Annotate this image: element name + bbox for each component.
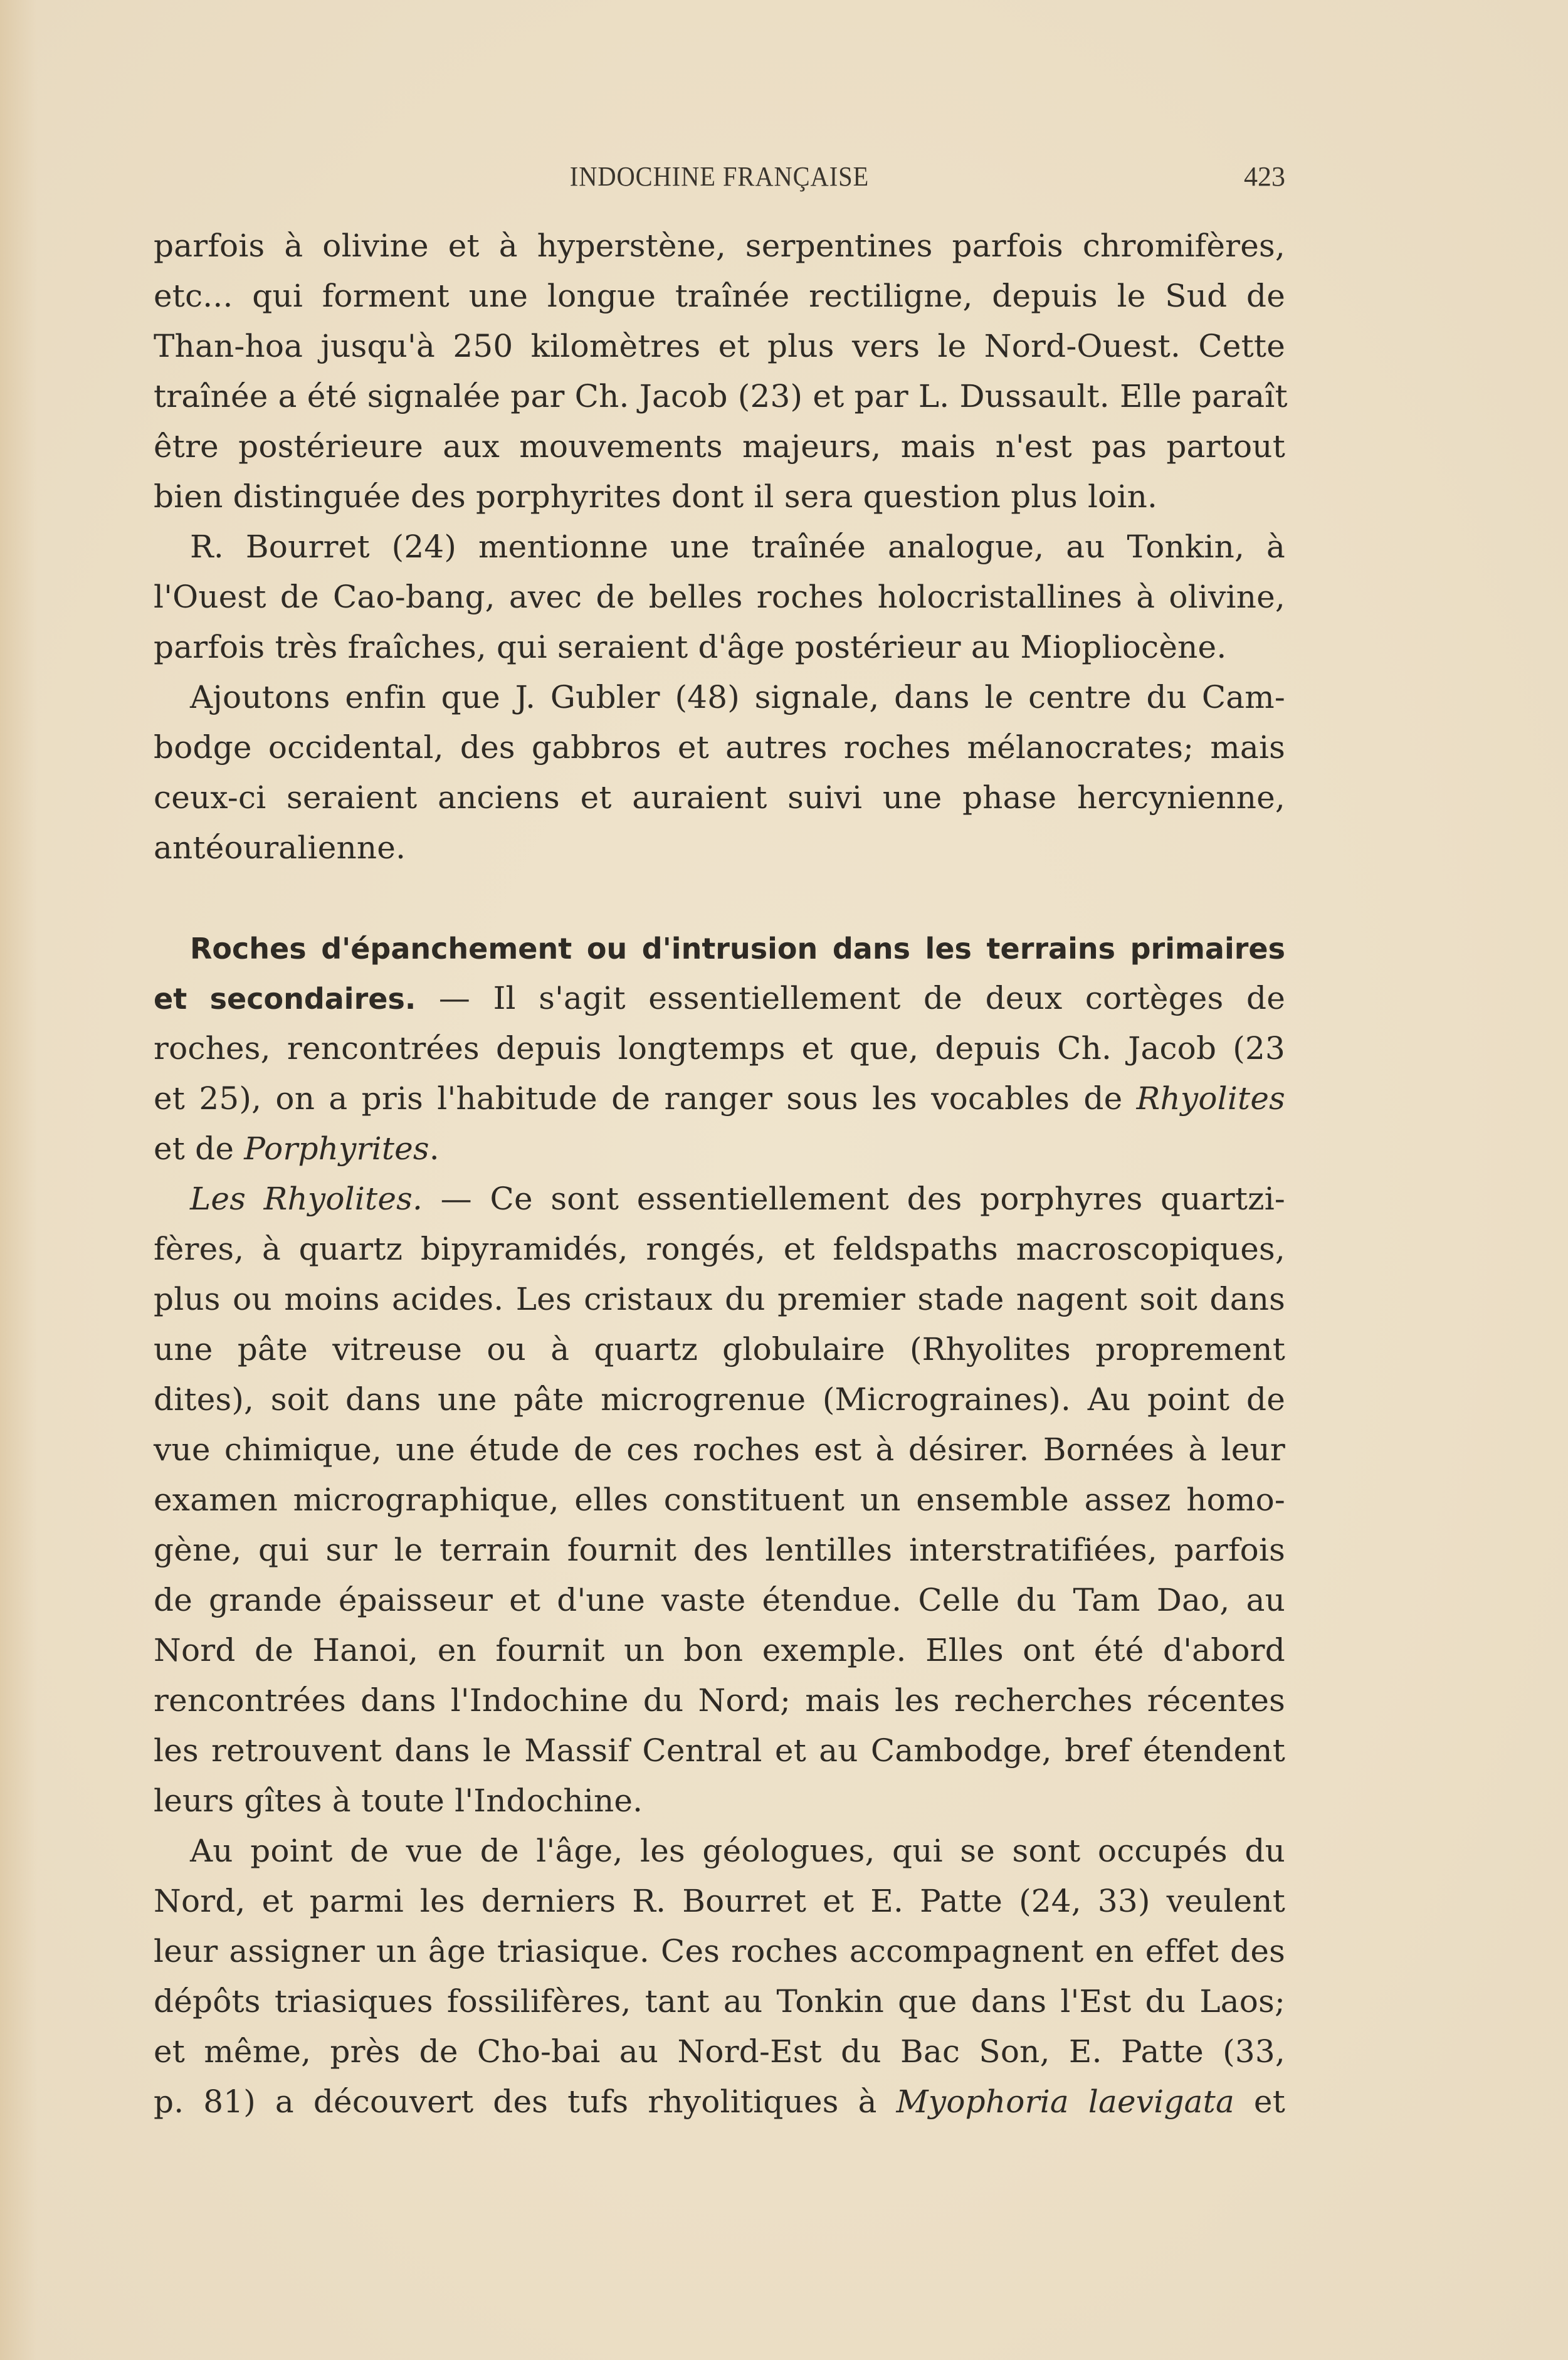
text-line: gène, qui sur le terrain fournit des lentilles interstratifiées, parfois (154, 1532, 1285, 1568)
text-line: plus ou moins acides. Les cristaux du premier stade nagent soit dans (154, 1281, 1285, 1317)
paragraph-continuation (154, 221, 1288, 522)
text-line: R. Bourret (24) mentionne une traînée analogue, au Tonkin, à (190, 529, 1285, 565)
paragraph-bourret (154, 522, 1285, 672)
text-line: une pâte vitreuse ou à quartz globulaire (Rhyolites proprement (154, 1331, 1285, 1367)
italic-term: Porphyrites (244, 1130, 429, 1167)
text-line: parfois à olivine et à hyperstène, serpentines parfois chromifères, (154, 228, 1285, 264)
paragraph-rhyolites (154, 1174, 1285, 1826)
text-line: examen micrographique, elles constituent un ensemble assez homo- (154, 1482, 1285, 1518)
paragraph-gubler (154, 672, 1285, 873)
text-run: p. 81) a découvert des tufs rhyolitiques à (154, 2083, 897, 2120)
text-line: dites), soit dans une pâte microgrenue (Micrograines). Au point de (154, 1381, 1285, 1418)
text-line: vue chimique, une étude de ces roches est à désirer. Bornées à leur (154, 1431, 1285, 1468)
text-line (154, 1124, 1285, 1174)
text-line: Ajoutons enfin que J. Gubler (48) signale, dans le centre du Cam- (190, 679, 1285, 715)
text-line (154, 923, 1285, 973)
text-line: leurs gîtes à toute l'Indochine. (154, 1783, 643, 1819)
italic-term: Rhyolites (1136, 1080, 1285, 1117)
punctuation: . (429, 1130, 439, 1167)
italic-species: Myophoria laevigata (896, 2083, 1234, 2120)
section-heading: Roches d'épanchement ou d'intrusion dans les terrains primaires (190, 932, 1285, 966)
text-line: dépôts triasiques fossilifères, tant au Tonkin que dans l'Est du Laos; (154, 1983, 1285, 2020)
text-line: Nord de Hanoi, en fournit un bon exemple. Elles ont été d'abord (154, 1632, 1285, 1668)
text-line (154, 1174, 1285, 1224)
section-gap (154, 873, 1285, 923)
body-text (154, 221, 1288, 2127)
text-line: l'Ouest de Cao-bang, avec de belles roches holocristallines à olivine, (154, 579, 1285, 615)
text-run: et (1234, 2083, 1285, 2120)
text-line (154, 2077, 1285, 2127)
text-line (154, 1073, 1285, 1124)
text-line: traînée a été signalée par Ch. Jacob (23) et par L. Dussault. Elle paraît (154, 378, 1288, 414)
text-line: antéouralienne. (154, 830, 406, 866)
text-line: Au point de vue de l'âge, les géologues, qui se sont occupés du (190, 1833, 1285, 1869)
page-number: 423 (1244, 161, 1285, 192)
text-line: etc... qui forment une longue traînée rectiligne, depuis le Sud de (154, 278, 1285, 314)
text-line: leur assigner un âge triasique. Ces roches accompagnent en effet des (154, 1933, 1285, 1969)
text-line: les retrouvent dans le Massif Central et au Cambodge, bref étendent (154, 1732, 1285, 1769)
text-line: parfois très fraîches, qui seraient d'âge postérieur au Miopliocène. (154, 629, 1227, 665)
text-run: et de (154, 1130, 245, 1167)
text-line: être postérieure aux mouvements majeurs, mais n'est pas partout (154, 428, 1285, 465)
italic-lead: Les Rhyolites. (190, 1181, 423, 1217)
text-line: bodge occidental, des gabbros et autres roches mélanocrates; mais (154, 729, 1285, 766)
paragraph-age (154, 1826, 1285, 2127)
text-line: Nord, et parmi les derniers R. Bourret et E. Patte (24, 33) veulent (154, 1883, 1285, 1919)
text-line: de grande épaisseur et d'une vaste étendue. Celle du Tam Dao, au (154, 1582, 1285, 1618)
text-line: bien distinguée des porphyrites dont il sera question plus loin. (154, 478, 1158, 515)
text-line: ceux-ci seraient anciens et auraient suivi une phase hercynienne, (154, 779, 1285, 816)
text-line (154, 973, 1285, 1023)
text-run: — Ce sont essentiellement des porphyres quartzi- (423, 1181, 1285, 1217)
text-run: et 25), on a pris l'habitude de ranger sous les vocables de (154, 1080, 1137, 1117)
running-head (154, 161, 1285, 198)
text-line: Than-hoa jusqu'à 250 kilomètres et plus vers le Nord-Ouest. Cette (154, 328, 1285, 364)
text-line: rencontrées dans l'Indochine du Nord; mais les recherches récentes (154, 1682, 1285, 1719)
text-line: roches, rencontrées depuis longtemps et que, depuis Ch. Jacob (23 (154, 1030, 1285, 1067)
text-run: — Il s'agit essentiellement de deux cortèges de (438, 980, 1285, 1016)
section-heading-cont: et secondaires. (154, 982, 416, 1016)
text-line: et même, près de Cho-bai au Nord-Est du Bac Son, E. Patte (33, (154, 2033, 1285, 2070)
text-line: fères, à quartz bipyramidés, rongés, et feldspaths macroscopiques, (154, 1231, 1285, 1267)
running-title: INDOCHINE FRANÇAISE (569, 161, 870, 192)
paragraph-section-roches (154, 923, 1285, 1174)
